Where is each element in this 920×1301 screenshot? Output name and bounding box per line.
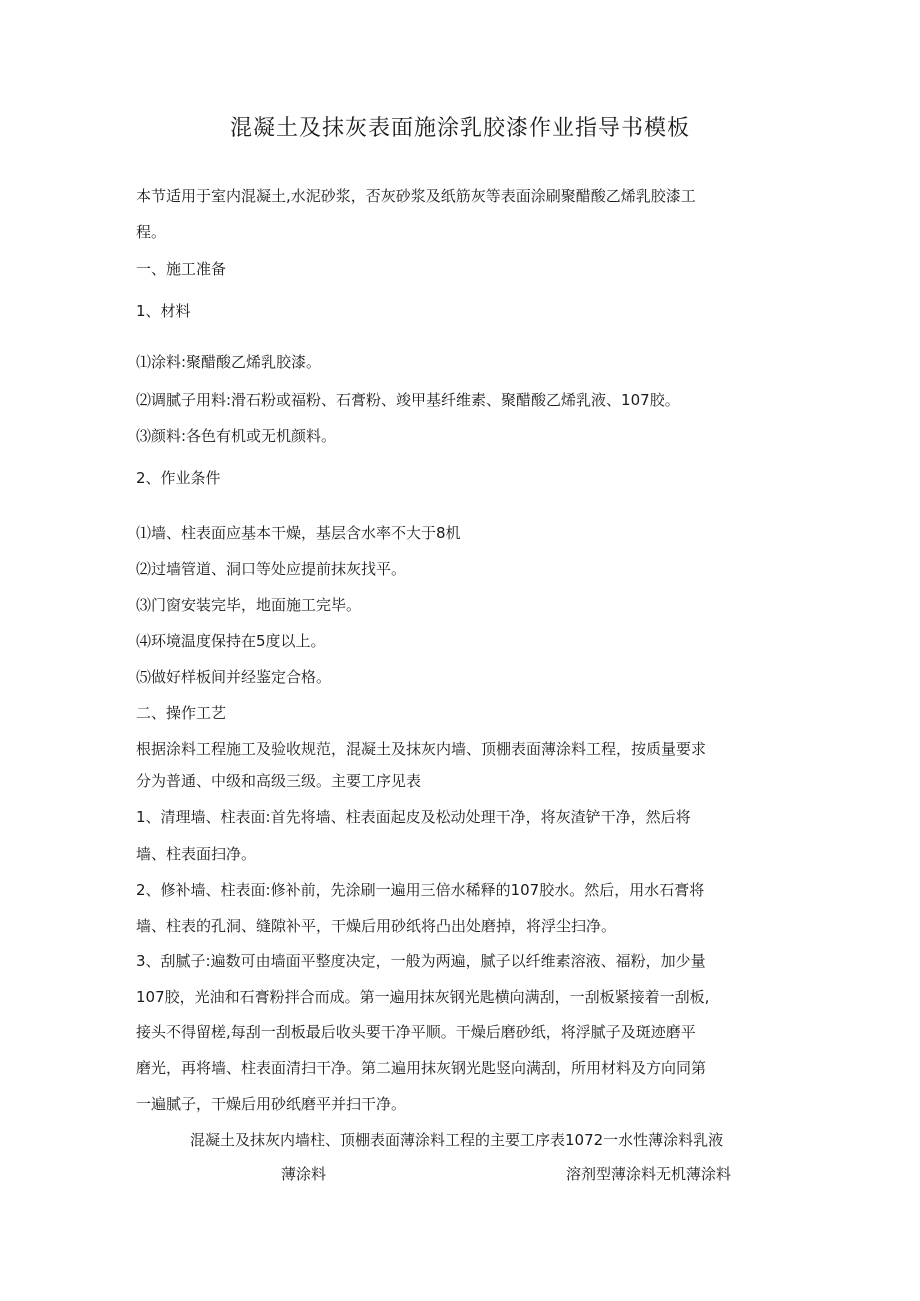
materials-item-1: ⑴涂料:聚醋酸乙烯乳胶漆。	[136, 353, 322, 371]
step3-line-3: 接头不得留槎,每刮一刮板最后收头要干净平顺。干燥后磨砂纸，将浮腻子及斑迹磨平	[136, 1023, 696, 1041]
conditions-item-5: ⑸做好样板间并经鉴定合格。	[136, 668, 332, 686]
process-intro-line-1: 根据涂料工程施工及验收规范，混凝土及抹灰内墙、顶棚表面薄涂料工程，按质量要求	[136, 740, 707, 758]
step2-line-2: 墙、柱表的孔洞、缝隙补平，干燥后用砂纸将凸出处磨掉，将浮尘扫净。	[136, 917, 617, 935]
step3-line-4: 磨光，再将墙、柱表面清扫干净。第二遍用抹灰钢光匙竖向满刮，所用材料及方向同第	[136, 1059, 707, 1077]
table-caption-right: 溶剂型薄涂料无机薄涂料	[566, 1165, 732, 1183]
step3-line-1: 3、刮腻子:遍数可由墙面平整度决定，一般为两遍，腻子以纤维素溶液、福粉，加少量	[136, 952, 706, 970]
step1-line-2: 墙、柱表面扫净。	[136, 845, 257, 863]
intro-line-1: 本节适用于室内混凝土,水泥砂浆，否灰砂浆及纸筋灰等表面涂刷聚醋酸乙烯乳胶漆工	[136, 187, 696, 205]
table-caption-left: 薄涂料	[281, 1165, 327, 1183]
section-heading-preparation: 一、施工准备	[136, 260, 227, 278]
process-intro-line-2: 分为普通、中级和高级三级。主要工序见表	[136, 772, 422, 790]
conditions-item-4: ⑷环境温度保持在5度以上。	[136, 632, 326, 650]
intro-line-2: 程。	[136, 223, 167, 241]
step2-line-1: 2、修补墙、柱表面:修补前，先涂刷一遍用三倍水稀释的107胶水。然后，用水石膏将	[136, 881, 705, 899]
conditions-item-3: ⑶门窗安装完毕，地面施工完毕。	[136, 596, 362, 614]
step1-line-1: 1、清理墙、柱表面:首先将墙、柱表面起皮及松动处理干净，将灰渣铲干净，然后将	[136, 808, 691, 826]
materials-item-2: ⑵调腻子用料:滑石粉或福粉、石膏粉、竣甲基纤维素、聚醋酸乙烯乳液、107胶。	[136, 391, 680, 409]
step3-line-2: 107胶，光油和石膏粉拌合而成。第一遍用抹灰钢光匙横向满刮，一刮板紧接着一刮板,	[136, 988, 710, 1006]
conditions-item-1: ⑴墙、柱表面应基本干燥，基层含水率不大于8机	[136, 524, 461, 542]
subheading-conditions: 2、作业条件	[136, 469, 221, 487]
materials-item-3: ⑶颜料:各色有机或无机颜料。	[136, 427, 337, 445]
step3-line-5: 一遍腻子，干燥后用砂纸磨平并扫干净。	[136, 1095, 407, 1113]
section-heading-process: 二、操作工艺	[136, 704, 227, 722]
document-title: 混凝土及抹灰表面施涂乳胶漆作业指导书模板	[229, 116, 690, 141]
conditions-item-2: ⑵过墙管道、洞口等处应提前抹灰找平。	[136, 560, 407, 578]
subheading-materials: 1、材料	[136, 302, 191, 320]
table-caption-line-1: 混凝土及抹灰内墙柱、顶棚表面薄涂料工程的主要工序表1072一水性薄涂料乳液	[190, 1131, 724, 1149]
